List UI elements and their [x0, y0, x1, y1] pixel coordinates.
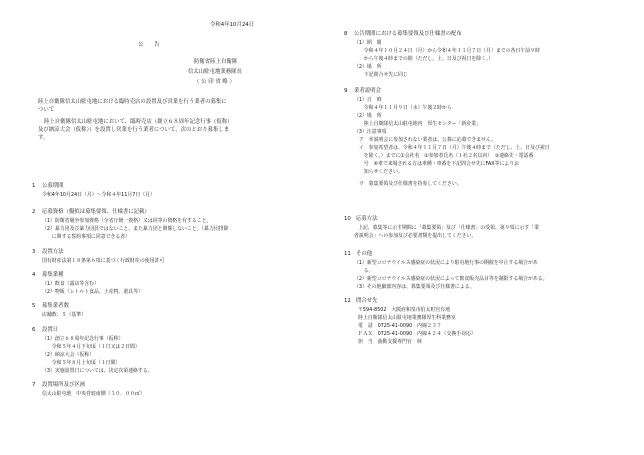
section-line: 上記、募集等に示す期間に「募集要領」及び「仕様書」の受領、第９項に示す「業: [358, 225, 539, 231]
section-line: （2）納涼大会（仮称）: [42, 352, 95, 358]
section-number: 10: [344, 216, 351, 222]
section-title: 設置日: [42, 327, 59, 333]
section-line: 号 ④車で来場される方は車種・車番を下記問合せ先にFAX等によりお: [354, 161, 520, 167]
section-number: 12: [344, 298, 351, 304]
section-title: その他: [356, 251, 373, 257]
section-title: 募集業種: [42, 272, 64, 278]
section-line: ＦＡＸ 0725-41-0090 内線４２４（交換手対応）: [358, 331, 476, 337]
issuer-line-3: （ 公 印 省 略 ）: [194, 79, 235, 85]
section-line: 知らせください。: [354, 169, 403, 175]
section-line: （2）物販（レトルト食品、土産物、遊具等）: [42, 289, 143, 295]
section-line: （2）暴力団及び暴力団員ではないこと、また暴力団と関係しないこと。（暴力団排除: [42, 226, 229, 232]
intro-line: す。: [38, 135, 49, 141]
section-line: （2）場 所: [354, 64, 382, 70]
intro-line: 陸上自衛隊信太山駐屯地において、臨時売店（創立６８周年記念行事（仮称）: [44, 119, 233, 125]
section-line: ウ 募集要領及び仕様書を持参してください。: [354, 181, 462, 187]
section-number: 4: [32, 272, 36, 278]
section-title: 設置方法: [42, 249, 64, 255]
section-line: から午後４時までの間（ただし、土、日及び祝日を除く。）: [354, 56, 494, 62]
section-line: 令和５年８月上旬頃（１日間）: [42, 360, 121, 366]
section-title: 応募方法: [356, 216, 378, 222]
section-number: 8: [344, 31, 348, 37]
section-title: 業者説明会: [354, 88, 381, 94]
section-line: 陸上自衛隊信太山駐屯地内 厚生センター「新産業」: [354, 121, 481, 127]
section-title: 募集業者数: [42, 303, 69, 309]
section-line: （2）場 所: [354, 113, 382, 119]
section-number: 9: [344, 88, 348, 94]
section-title: 公告期間における募集要領及び仕様書の配布: [354, 31, 462, 37]
section-number: 11: [344, 251, 351, 257]
section-title: 設置場所及び区画: [42, 382, 86, 388]
section-number: 2: [32, 209, 36, 215]
section-line: （1）防衛省競争参加資格（全省庁統一資格）又は同等の資格を有すること。: [42, 218, 212, 224]
section-line: 令和４年１０月２４日（月）から令和４年１１月７日（月）までの各日午前９時: [354, 48, 540, 54]
section-line: 令和４年１１月９日（水）午後２時から: [354, 105, 452, 111]
section-line: （1）日 時: [354, 97, 382, 103]
section-line: （1）飲食（露店等含む）: [42, 281, 99, 287]
intro-line: ついて: [38, 107, 55, 113]
issuer-line-1: 防衛省陸上自衛隊: [194, 59, 238, 65]
section-line: （2）新型コロナウイルス感染症の状況によって飲食販売品目等を制限する場合がある。: [354, 276, 548, 282]
section-line: 陸上自衛隊信太山駐屯地業務隊厚生科業務室: [358, 315, 456, 321]
section-line: ア 本説明会に参加されない業者は、公募に応募できません。: [354, 137, 497, 143]
section-number: 5: [32, 303, 36, 309]
section-number: 6: [32, 327, 36, 333]
section-line: 店舗数：５（基準）: [42, 312, 87, 318]
section-number: 1: [32, 183, 36, 189]
section-line: 信太山駐屯地 中央営庭南側（３０．００㎡）: [42, 391, 145, 397]
section-line: 担 当 曲動支援専門官 林: [358, 339, 422, 345]
section-number: 7: [32, 382, 36, 388]
section-line: 国有財産法第１８条第６項に基づく行政財産の使用許可: [42, 258, 165, 264]
section-title: 応募資格（擬似は募集要領、仕様書に記載）: [42, 209, 150, 215]
section-line: る。: [354, 268, 374, 274]
section-line: 令和５年４月下旬頃（１日又は２日間）: [42, 344, 140, 350]
notice-heading: 公 告: [138, 42, 160, 48]
section-line: を除く。）までに①会社名 ②参加者氏名（１社２名以内） ③連絡先・電話番: [354, 153, 534, 159]
section-line: （3）その他細部内容は、募集要領及び仕様書による。: [354, 284, 475, 290]
section-line: （1）新型コロナウイルス感染症の状況により駐屯地行事の開催を中止する場合があ: [354, 260, 538, 266]
section-line: 者説明会」への参加及び必要書類を提出してください。: [354, 233, 477, 239]
section-line: に関する誓約事項に同意できる者）: [42, 234, 131, 240]
section-line: イ 参加希望者は、令和４年１１月７日（月）午後４時まで（ただし、土、日及び祝日: [354, 145, 550, 151]
section-line: 〒594-8502 大阪府和泉市伯太町官有地: [358, 307, 451, 313]
section-line: （3）実施設置日については、決定次第連絡する。: [42, 368, 153, 374]
section-line: （1）創立６８周年記念行事（仮称）: [42, 336, 124, 342]
intro-line: 及び納涼大会（仮称））を設置し営業を行う業者について、次のとおり募集しま: [38, 127, 230, 133]
section-line: （3）注意事項: [354, 129, 387, 135]
document-date: 令和4年10月24日: [210, 22, 255, 28]
section-number: 3: [32, 249, 36, 255]
section-title: 問合せ先: [356, 298, 378, 304]
section-title: 公募期間: [42, 183, 64, 189]
section-line: 令和4年10月24日（月）～令和４年11月7日（月）: [42, 192, 155, 198]
section-line: （1）期 間: [354, 40, 382, 46]
intro-line: 陸上自衛隊信太山駐屯地における臨時売店の設置及び営業を行う業者の募集に: [38, 99, 227, 105]
issuer-line-2: 信太山駐屯地業務隊長: [188, 69, 242, 75]
section-line: 下記問合せ先に同じ: [354, 72, 408, 78]
section-line: 電 話 0725-41-0090 内線２３７: [358, 323, 442, 329]
